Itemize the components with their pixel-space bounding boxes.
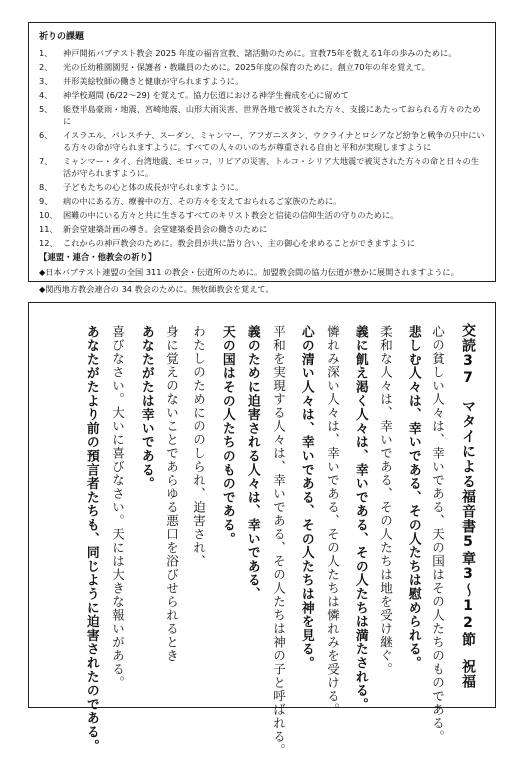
responsive-reading-box xyxy=(28,302,496,757)
prayer-item-number: 3、 xyxy=(39,76,53,86)
prayer-item-text: 能登半島豪雨・地震、宮崎地震、山形大雨災害、世界各地で被災された方々、支援にあたっておられる方々のために xyxy=(63,104,481,126)
reading-heading-column xyxy=(461,323,475,689)
reading-line: 喜びなさい。大いに喜びなさい。天には大きな報いがある。 xyxy=(110,325,126,690)
prayer-list xyxy=(39,47,485,249)
prayer-item-text: 新会堂建築計画の導き。会堂建築委員会の働きのために xyxy=(63,224,268,234)
reading-line-response: 悲しむ人々は、幸いである、その人たちは慰められる。 xyxy=(405,325,421,670)
reading-line-response: 天の国はその人たちのものである。 xyxy=(219,325,235,546)
prayer-item xyxy=(39,103,485,127)
prayer-item-text: 神戸開拓バプテスト教会 2025 年度の福音宣教、諸活動のために。宣教75年を数える1年の歩みのために。 xyxy=(63,48,457,58)
prayer-item-number: 7、 xyxy=(39,156,53,166)
prayer-item-text: 子どもたちの心と体の成長が守られますように。 xyxy=(63,182,244,192)
reading-number: 交読37 xyxy=(460,323,476,387)
prayer-item-number: 6、 xyxy=(39,130,53,140)
prayer-item-text: 困難の中にいる方々と共に生きるすべてのキリスト教会と信徒の信仰生活の守りのために。 xyxy=(63,210,399,220)
prayer-item xyxy=(39,195,485,207)
prayer-item-number: 4、 xyxy=(39,90,53,100)
reading-line-response: 心の清い人々は、幸いである、その人たちは神を見る。 xyxy=(298,325,314,670)
prayer-item-text: イスラエル、パレスチナ、スーダン、ミャンマー、アフガニスタン、ウクライナとロシアなど紛争と戦争の只中にいる方々の命が守られますように。すべての人々のいのちが尊重される自由と平和が実現しますように xyxy=(63,130,485,152)
prayer-item-number: 1、 xyxy=(39,48,53,58)
prayer-item xyxy=(39,47,485,59)
reading-subtitle: 祝福 xyxy=(460,659,476,689)
prayer-item-text: ミャンマー・タイ、台湾地震、モロッコ、リビアの災害、トルコ・シリア大地震で被災された方々の命と日々の生活が守られますように。 xyxy=(63,156,480,178)
prayer-item-text: 井形美絵牧師の働きと健康が守られますように。 xyxy=(63,76,244,86)
prayer-bullet: ◆日本バプテスト連盟の全国 311 の教会・伝道所のために。加盟教会間の協力伝道が豊かに展開されますように。 xyxy=(39,267,459,277)
reading-line: 身に覚えのないことであらゆる悪口を浴びせられるとき xyxy=(164,325,180,663)
prayer-item xyxy=(39,155,485,179)
reading-line-response: あなたがたは幸いである。 xyxy=(138,325,154,491)
prayer-item-number: 5、 xyxy=(39,104,53,114)
prayer-item-number: 9、 xyxy=(39,196,53,206)
prayer-item-text: 病の中にある方、療養中の方、その方々を支えておられるご家族のために。 xyxy=(63,196,342,206)
reading-line: わたしのためにののしられ、迫害され、 xyxy=(191,325,207,568)
reading-line-response: 義のために迫害される人々は、幸いである、 xyxy=(244,325,260,601)
prayer-item-number: 10、 xyxy=(39,210,58,220)
prayer-subheading: 【連盟・連合・他教会の祈り】 xyxy=(39,252,157,262)
prayer-item xyxy=(39,223,485,235)
prayer-item xyxy=(39,181,485,193)
reading-line: 心の貧しい人々は、幸いである、天の国はその人たちのものである。 xyxy=(430,325,446,744)
prayer-item xyxy=(39,75,485,87)
prayer-requests-box xyxy=(28,22,496,294)
prayer-item-number: 12、 xyxy=(39,238,58,248)
prayer-item-number: 8、 xyxy=(39,182,53,192)
reading-passage-title: マタイによる福音書5章3～12節 xyxy=(460,399,476,647)
reading-line: 平和を実現する人々は、幸いである、その人たちは神の子と呼ばれる。 xyxy=(271,325,287,757)
reading-line: 柔和な人々は、幸いである、その人たちは地を受け継ぐ。 xyxy=(378,325,394,676)
prayer-item-number: 2、 xyxy=(39,62,53,72)
prayer-item-text: これからの神戸教会のために。教会員が共に語り合い、主の御心を求めることができますように xyxy=(63,238,416,248)
prayer-item xyxy=(39,89,485,101)
prayer-item xyxy=(39,237,485,249)
prayer-bullet: ◆関西地方教会連合の 34 教会のために。無牧師教会を覚えて。 xyxy=(39,284,274,294)
prayer-item xyxy=(39,129,485,153)
prayer-item xyxy=(39,209,485,221)
reading-line-response: 義に飢え渇く人々は、幸いである、その人たちは満たされる。 xyxy=(352,325,368,712)
prayer-item xyxy=(39,61,485,73)
prayer-item-text: 光の丘幼稚園園児・保護者・教職員のために。2025年度の保育のために。創立70年の年を覚えて。 xyxy=(63,62,430,72)
prayer-item-text: 神学校週間 (6/22～29) を覚えて。協力伝道における神学生養成を心に留めて xyxy=(63,90,349,100)
reading-line-response: あなたがたより前の預言者たちも、同じように迫害されたのである。 xyxy=(83,325,99,753)
prayer-title: 祈りの課題 xyxy=(39,32,85,42)
reading-line: 憐れみ深い人々は、幸いである、その人たちは憐れみを受ける。 xyxy=(325,325,341,717)
prayer-item-number: 11、 xyxy=(39,224,58,234)
